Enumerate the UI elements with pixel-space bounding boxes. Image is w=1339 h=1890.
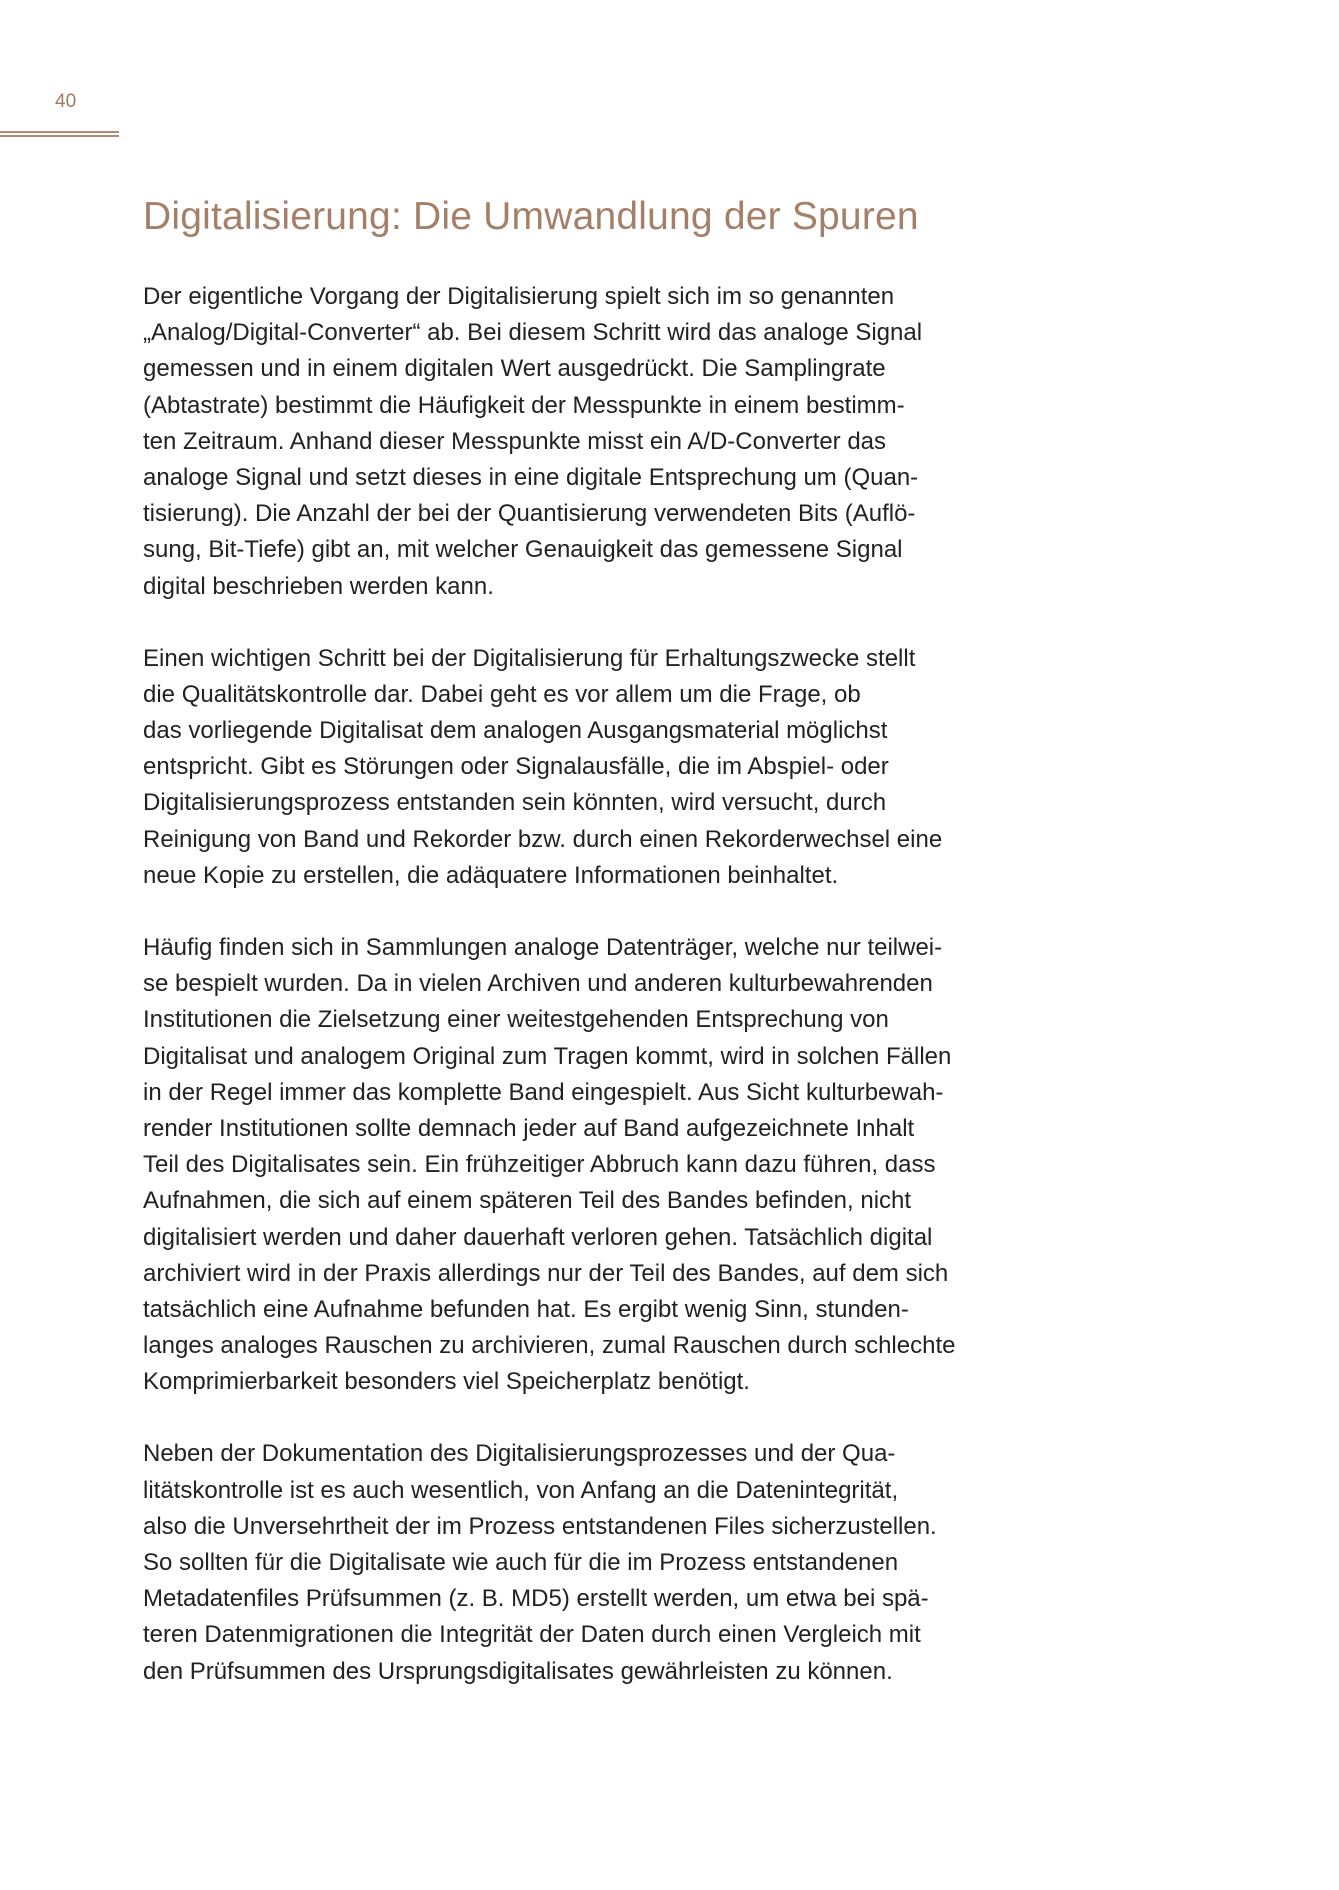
text-line: teren Datenmigrationen die Integrität der Daten durch einen Vergleich mit (143, 1621, 921, 1649)
text-line: Digitalisat und analogem Original zum Tragen kommt, wird in solchen Fällen (143, 1042, 952, 1070)
text-line: Aufnahmen, die sich auf einem späteren Teil des Bandes befinden, nicht (143, 1187, 912, 1215)
text-line: Digitalisierungsprozess entstanden sein könnten, wird versucht, durch (143, 789, 887, 817)
text-line: analoge Signal und setzt dieses in eine digitale Entsprechung um (Quan- (143, 463, 919, 491)
body-text (143, 279, 1043, 1726)
text-line: Teil des Digitalisates sein. Ein frühzeitiger Abbruch kann dazu führen, dass (143, 1151, 936, 1179)
text-line: se bespielt wurden. Da in vielen Archiven und anderen kulturbewahrenden (143, 970, 933, 998)
paragraph-4 (143, 1436, 1043, 1689)
header-rule (0, 131, 119, 133)
text-line: digital beschrieben werden kann. (143, 572, 494, 600)
text-line: Der eigentliche Vorgang der Digitalisierung spielt sich im so genannten (143, 283, 895, 310)
text-line: Neben der Dokumentation des Digitalisierungsprozesses und der Qua- (143, 1440, 896, 1468)
section-title: Digitalisierung: Die Umwandlung der Spuren (143, 195, 919, 238)
text-line: Häufig finden sich in Sammlungen analoge Datenträger, welche nur teilwei- (143, 934, 943, 961)
text-line: So sollten für die Digitalisate wie auch für die im Prozess entstandenen (143, 1549, 899, 1576)
text-line: tisierung). Die Anzahl der bei der Quantisierung verwendeten Bits (Auflö- (143, 500, 916, 528)
paragraph-3 (143, 930, 1043, 1400)
text-line: litätskontrolle ist es auch wesentlich, von Anfang an die Datenintegrität, (143, 1476, 899, 1504)
text-line: Komprimierbarkeit besonders viel Speicherplatz benötigt. (143, 1368, 750, 1396)
text-line: digitalisiert werden und daher dauerhaft verloren gehen. Tatsächlich digital (143, 1223, 933, 1251)
text-line: ten Zeitraum. Anhand dieser Messpunkte misst ein A/D-Converter das (143, 427, 887, 455)
text-line: Einen wichtigen Schritt bei der Digitalisierung für Erhaltungszwecke stellt (143, 644, 916, 672)
text-line: tatsächlich eine Aufnahme befunden hat. Es ergibt wenig Sinn, stunden- (143, 1295, 909, 1323)
text-line: sung, Bit-Tiefe) gibt an, mit welcher Genauigkeit das gemessene Signal (143, 536, 903, 564)
text-line: langes analoges Rauschen zu archivieren, zumal Rauschen durch schlechte (143, 1332, 956, 1360)
text-line: in der Regel immer das komplette Band eingespielt. Aus Sicht kulturbewah- (143, 1078, 944, 1106)
header-rule (0, 135, 119, 137)
text-line: das vorliegende Digitalisat dem analogen Ausgangsmaterial möglichst (143, 717, 888, 745)
text-line: (Abtastrate) bestimmt die Häufigkeit der Messpunkte in einem bestimm- (143, 391, 905, 419)
text-line: archiviert wird in der Praxis allerdings nur der Teil des Bandes, auf dem sich (143, 1259, 949, 1287)
text-line: entspricht. Gibt es Störungen oder Signalausfälle, die im Abspiel- oder (143, 753, 889, 781)
page-number: 40 (55, 91, 77, 112)
paragraph-2 (143, 641, 1043, 894)
text-line: den Prüfsummen des Ursprungsdigitalisates gewährleisten zu können. (143, 1657, 893, 1685)
text-line: neue Kopie zu erstellen, die adäquatere Informationen beinhaltet. (143, 861, 839, 889)
text-line: render Institutionen sollte demnach jeder auf Band aufgezeichnete Inhalt (143, 1114, 915, 1142)
text-line: Reinigung von Band und Rekorder bzw. durch einen Rekorderwechsel eine (143, 825, 943, 853)
paragraph-1 (143, 279, 1043, 605)
text-line: Institutionen die Zielsetzung einer weitestgehenden Entsprechung von (143, 1006, 889, 1034)
text-line: gemessen und in einem digitalen Wert ausgedrückt. Die Samplingrate (143, 355, 886, 383)
text-line: also die Unversehrtheit der im Prozess entstandenen Files sicherzustellen. (143, 1512, 937, 1540)
text-line: „Analog/Digital-Converter“ ab. Bei diesem Schritt wird das analoge Signal (143, 319, 923, 347)
text-line: die Qualitätskontrolle dar. Dabei geht es vor allem um die Frage, ob (143, 680, 861, 708)
text-line: Metadatenfiles Prüfsummen (z. B. MD5) erstellt werden, um etwa bei spä- (143, 1585, 929, 1613)
